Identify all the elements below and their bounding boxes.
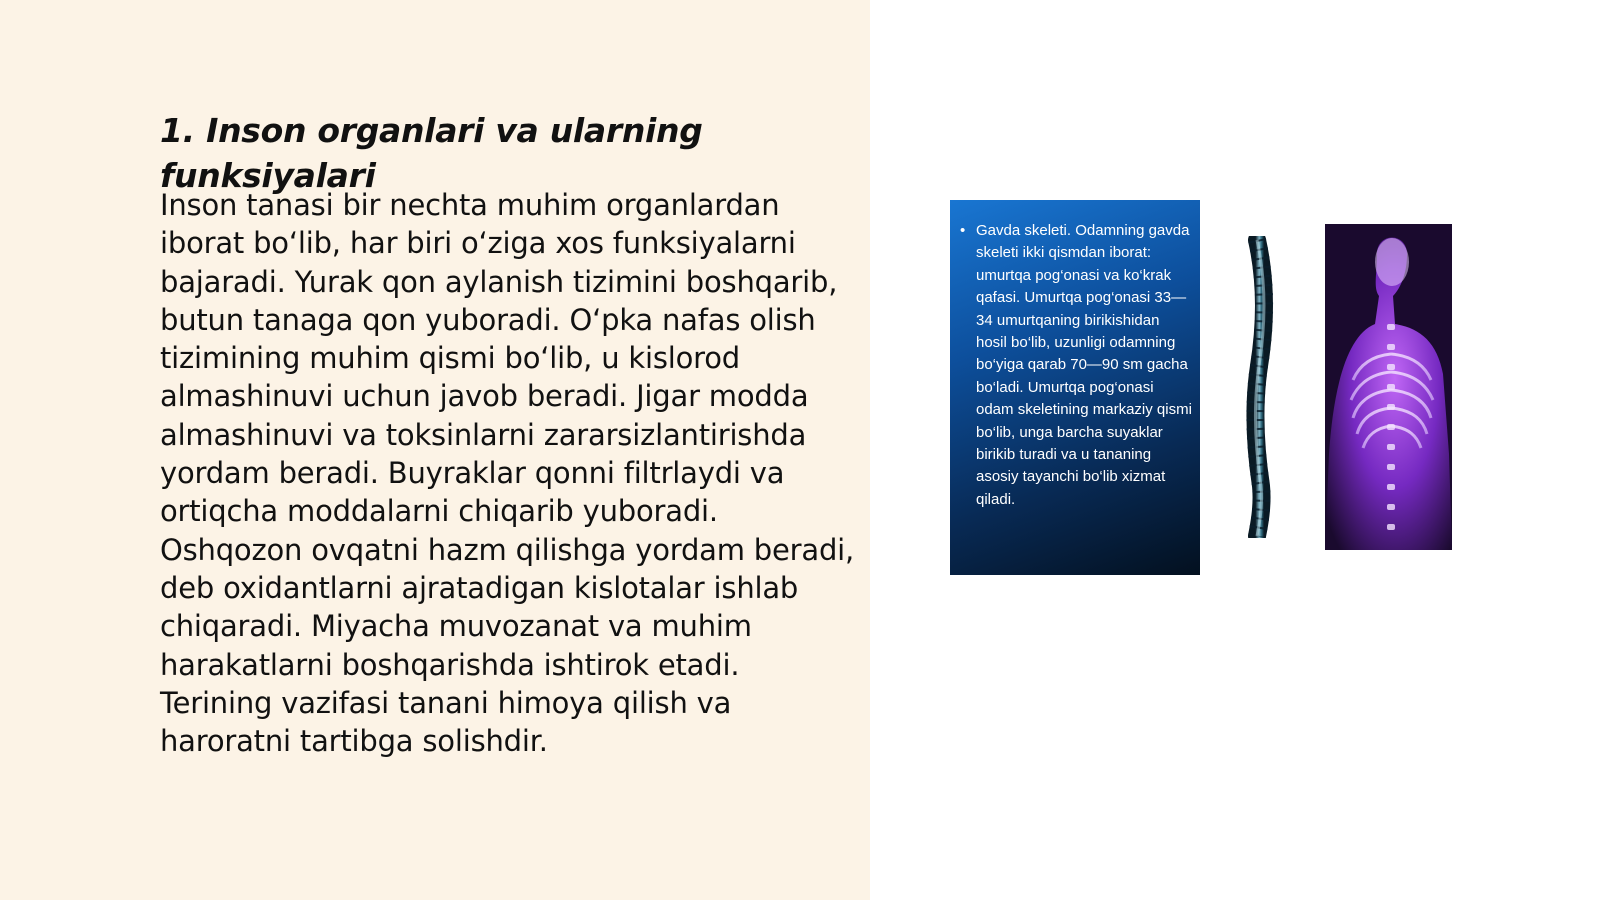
info-card-list-item	[956, 220, 1192, 511]
torso-xray-image	[1325, 224, 1452, 550]
spine-icon	[1235, 236, 1285, 538]
slide-body-text: Inson tanasi bir nechta muhim organlardan iborat bo‘lib, har biri o‘ziga xos funksiyalarni bajaradi. Yurak qon aylanish tizimini boshqarib, butun tanaga qon yuboradi. O‘pka nafas olish tizimining muhim qismi bo‘lib, u kislorod almashinuvi uchun javob beradi. Jigar modda almashinuvi va toksinlarni zararsizlantirishda yordam beradi. Buyraklar qonni filtrlaydi va ortiqcha moddalarni chiqarib yuboradi. Oshqozon ovqatni hazm qilishga yordam beradi, deb oxidantlarni ajratadigan kislotalar ishlab chiqaradi. Miyacha muvozanat va muhim harakatlarni boshqarishda ishtirok etadi. Terining vazifasi tanani himoya qilish va haroratni tartibga solishdir.	[160, 188, 855, 759]
spine-image	[1235, 236, 1285, 538]
torso-skeleton-icon	[1325, 224, 1452, 550]
info-card-text: Gavda skeleti. Odamning gavda skeleti ikki qismdan iborat: umurtqa pog‘onasi va ko‘krak qafasi. Umurtqa pog‘onasi 33—34 umurtqaning birikishidan hosil bo‘lib, uzunligi odamning bo‘yiga qarab 70—90 sm gacha bo‘ladi. Umurtqa pog‘onasi odam skeletining markaziy qismi bo‘lib, unga barcha suyaklar birikib turadi va u tananing asosiy tayanchi bo‘lib xizmat qiladi.	[976, 222, 1192, 508]
info-card-list	[956, 220, 1192, 511]
skeleton-info-card	[950, 200, 1200, 575]
slide-title: 1. Inson organlari va ularning funksiyalari	[160, 111, 703, 195]
bullet-icon: •	[960, 222, 966, 239]
